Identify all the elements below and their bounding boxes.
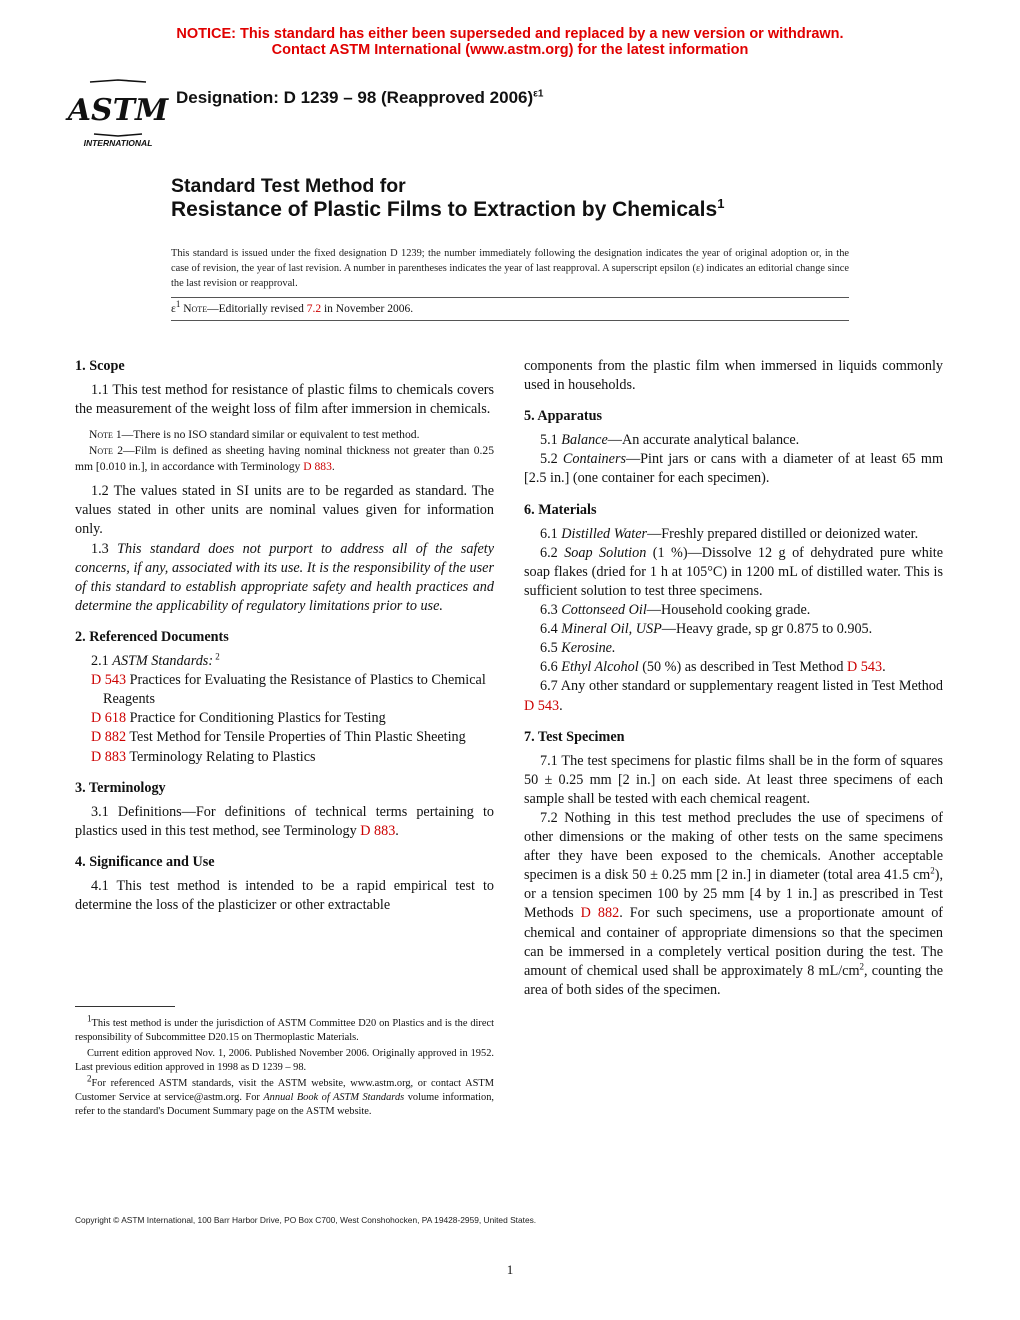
- footnote-mark: 2: [87, 1073, 92, 1084]
- paragraph-text: , counting the area of both sides of the specimen.: [524, 962, 943, 998]
- paragraph-text: (1 %)—Dissolve 12 g of dehydrated pure white soap flakes (dried for 1 h at 105°C) in 1200 mL of distilled water. This is sufficient solution to test three specimens.: [524, 544, 943, 599]
- designation-superscript: ε1: [533, 88, 544, 100]
- superscript: 2: [930, 865, 935, 876]
- paragraph-text: This standard does not purport to address all of the safety concerns, if any, associated with its use. It is the responsibility of the user of this standard to establish appropriate safety and health practices and determine the applicability of regulatory limitations prior to use.: [75, 540, 494, 614]
- paragraph-text: ), or a tension specimen 100 by 25 mm [4 by 1 in.] as prescribed in Test Methods: [524, 867, 943, 922]
- paragraph-end: .: [395, 822, 399, 839]
- paragraph-text: (50 %) as described in Test Method: [638, 659, 847, 676]
- footnotes: [75, 1013, 494, 1121]
- reference-title: Practice for Conditioning Plastics for Testing: [126, 710, 386, 727]
- copyright: Copyright © ASTM International, 100 Barr Harbor Drive, PO Box C700, West Conshohocken, PA 19428-2959, United States.: [75, 1215, 537, 1225]
- notice-line-2: Contact ASTM International (www.astm.org) for the latest information: [271, 42, 749, 58]
- paragraph: [75, 540, 494, 616]
- paragraph: [75, 803, 494, 841]
- paragraph-text: . For such specimens, use a proportionate amount of chemical and container of appropriate dimensions so that the specimen can be immersed in a completely vertical position during the test. The amount of chemical used shall be approximately 8 mL/cm: [524, 905, 944, 979]
- footnote: Current edition approved Nov. 1, 2006. Published November 2006. Originally approved in 1952. Last previous edition approved in 1998 as D 1239 – 98.: [75, 1048, 494, 1073]
- paragraph-continued: components from the plastic film when immersed in liquids commonly used in households.: [524, 358, 943, 394]
- section-heading: 4. Significance and Use: [75, 853, 215, 870]
- section-link[interactable]: 7.2: [306, 303, 322, 315]
- paragraph: [524, 658, 943, 677]
- reference-title: Test Method for Tensile Properties of Thin Plastic Sheeting: [126, 729, 466, 746]
- paragraph-text: —Freshly prepared distilled or deionized water.: [647, 525, 919, 542]
- reference-item: [75, 671, 494, 709]
- paragraph-text: 3.1 Definitions—For definitions of technical terms pertaining to plastics used in this test method, see Terminology: [75, 803, 494, 839]
- reference-link[interactable]: D 883: [360, 822, 396, 839]
- section-heading: 2. Referenced Documents: [75, 628, 229, 645]
- reference-link[interactable]: D 882: [91, 729, 127, 746]
- paragraph: [524, 809, 943, 1000]
- note-label: Note: [89, 444, 113, 458]
- footnote: [75, 1073, 494, 1118]
- paragraph-number: 5.1: [540, 432, 562, 449]
- withdrawal-notice: [0, 26, 1020, 58]
- reference-link[interactable]: D 543: [91, 672, 127, 689]
- footnote-emphasis: Annual Book of ASTM Standards: [263, 1091, 405, 1103]
- note-text: 2—Film is defined as sheeting having nominal thickness not greater than 0.25 mm [0.010 in.], in accordance with Terminology: [75, 444, 494, 474]
- paragraph: [75, 652, 494, 671]
- logo-word: INTERNATIONAL: [83, 138, 153, 148]
- title-line-1: Standard Test Method for: [171, 175, 406, 197]
- paragraph: 4.1 This test method is intended to be a rapid empirical test to determine the loss of the plasticizer or other extractable: [75, 877, 494, 914]
- footnote-text: volume information, refer to the standard's Document Summary page on the ASTM website.: [75, 1091, 494, 1117]
- reference-title: Terminology Relating to Plastics: [126, 748, 316, 765]
- paragraph-number: 2.1: [91, 653, 113, 670]
- term: Soap Solution: [564, 544, 647, 561]
- left-column: [75, 357, 494, 915]
- designation-text: Designation: D 1239 – 98 (Reapproved 2006): [176, 88, 534, 107]
- paragraph-text: 7.2 Nothing in this test method precludes the use of specimens of other dimensions or the making of other tests on the same specimens after they have been exposed to the chemicals. Another acceptable specimen is a disk 50 ± 0.25 mm [2 in.] in diameter (total area 41.5 cm: [524, 809, 943, 884]
- epsilon-sup: 1: [175, 299, 181, 310]
- term: Distilled Water: [561, 525, 648, 542]
- paragraph-number: 5.2: [540, 451, 563, 468]
- paragraph-text: —An accurate analytical balance.: [607, 432, 800, 449]
- reference-link[interactable]: D 543: [847, 659, 883, 676]
- epsilon-note-text: —Editorially revised: [207, 303, 307, 315]
- note: [75, 427, 494, 443]
- note-label: Note: [89, 428, 113, 442]
- term: Mineral Oil, USP: [561, 621, 662, 638]
- footnote: [75, 1013, 494, 1044]
- paragraph: 1.1 This test method for resistance of plastic films to chemicals covers the measurement of the weight loss of film after immersion in chemicals.: [75, 382, 494, 418]
- footnote-divider: [75, 1006, 175, 1007]
- section-heading: 3. Terminology: [75, 779, 166, 796]
- reference-title: Practices for Evaluating the Resistance of Plastics to Chemical Reagents: [103, 672, 486, 708]
- page-number: 1: [506, 1262, 514, 1277]
- paragraph: 7.1 The test specimens for plastic films shall be in the form of squares 50 ± 0.25 mm [2 in.] on each side. At least three specimens of each sample shall be tested with each chemical reagent.: [524, 752, 943, 807]
- term: Cottonseed Oil: [561, 602, 647, 619]
- paragraph-number: 6.4: [540, 621, 562, 638]
- paragraph-number: 1.3: [91, 540, 118, 557]
- paragraph-text: ASTM Standards:: [112, 653, 214, 670]
- reference-item: [75, 709, 494, 728]
- epsilon-note: [171, 299, 414, 315]
- logo-letters: ASTM: [67, 93, 169, 128]
- reference-link[interactable]: D 882: [580, 905, 620, 922]
- epsilon-mark: ε: [171, 303, 176, 315]
- paragraph-text: —Heavy grade, sp gr 0.875 to 0.905.: [661, 621, 873, 638]
- note: [75, 443, 494, 475]
- epsilon-note-end: in November 2006.: [321, 303, 414, 315]
- paragraph: [524, 544, 943, 601]
- footnote-mark: 2: [213, 651, 220, 662]
- term: Kerosine.: [561, 640, 616, 657]
- paragraph-number: 6.3: [540, 602, 562, 619]
- reference-link[interactable]: D 618: [91, 710, 127, 727]
- issuance-statement: This standard is issued under the fixed designation D 1239; the number immediately following the designation indicates the year of original adoption or, in the case of revision, the year of last revision. A number in parentheses indicates the year of last reapproval. A superscript epsilon (ε) indicates an editorial change since the last revision or reapproval.: [171, 248, 849, 289]
- superscript: 2: [859, 960, 865, 971]
- term: Containers: [562, 451, 626, 468]
- note-text: 1—There is no ISO standard similar or equivalent to test method.: [112, 428, 420, 442]
- paragraph: [524, 639, 943, 658]
- paragraph: [524, 677, 943, 715]
- title-text: Resistance of Plastic Films to Extraction by Chemicals: [171, 198, 718, 221]
- section-heading: 1. Scope: [75, 358, 125, 374]
- section-heading: 5. Apparatus: [524, 408, 603, 425]
- paragraph: [524, 431, 943, 450]
- paragraph-end: .: [559, 697, 563, 714]
- paragraph-text: —Pint jars or cans with a diameter of at least 65 mm [2.5 in.] (one container for each specimen).: [524, 451, 944, 487]
- paragraph: [524, 601, 943, 620]
- paragraph-number: 6.5: [540, 640, 562, 657]
- reference-link[interactable]: D 543: [524, 697, 560, 714]
- notice-line-1: NOTICE: This standard has either been superseded and replaced by a new version or withdrawn.: [176, 26, 844, 42]
- section-heading: 7. Test Specimen: [524, 728, 625, 745]
- paragraph: [524, 525, 943, 544]
- paragraph-number: 6.1: [540, 525, 562, 542]
- title-line-2: [171, 198, 724, 222]
- footnote-mark: 1: [87, 1013, 92, 1024]
- paragraph-number: 6.6: [540, 659, 562, 676]
- designation: [176, 88, 543, 108]
- astm-logo: [67, 76, 169, 148]
- reference-item: [75, 728, 494, 747]
- paragraph-text: 6.7 Any other standard or supplementary reagent listed in Test Method: [540, 678, 943, 695]
- reference-link[interactable]: D 883: [91, 748, 127, 765]
- term: Balance: [561, 432, 608, 449]
- paragraph-number: 6.2: [540, 544, 565, 561]
- paragraph: [524, 450, 943, 488]
- divider: [171, 320, 849, 321]
- reference-item: [75, 748, 494, 767]
- paragraph: 1.2 The values stated in SI units are to be regarded as standard. The values stated in other units are nominal values given for information only.: [75, 483, 494, 538]
- title-footnote-mark: 1: [717, 196, 725, 211]
- footnote-text: This test method is under the jurisdiction of ASTM Committee D20 on Plastics and is the direct responsibility of Subcommittee D20.15 on Thermoplastic Materials.: [75, 1018, 494, 1043]
- right-column: [524, 357, 943, 1000]
- paragraph-text: —Household cooking grade.: [646, 602, 811, 619]
- footnote-text: For referenced ASTM standards, visit the ASTM website, www.astm.org, or contact ASTM Customer Service at service@astm.org. For: [75, 1078, 494, 1103]
- reference-link[interactable]: D 883: [303, 460, 332, 474]
- note-word: Note: [183, 303, 208, 315]
- paragraph-end: .: [882, 659, 886, 676]
- paragraph: [524, 620, 943, 639]
- note-end: .: [331, 460, 335, 474]
- section-heading: 6. Materials: [524, 501, 597, 518]
- divider: [171, 297, 849, 298]
- term: Ethyl Alcohol: [561, 659, 639, 676]
